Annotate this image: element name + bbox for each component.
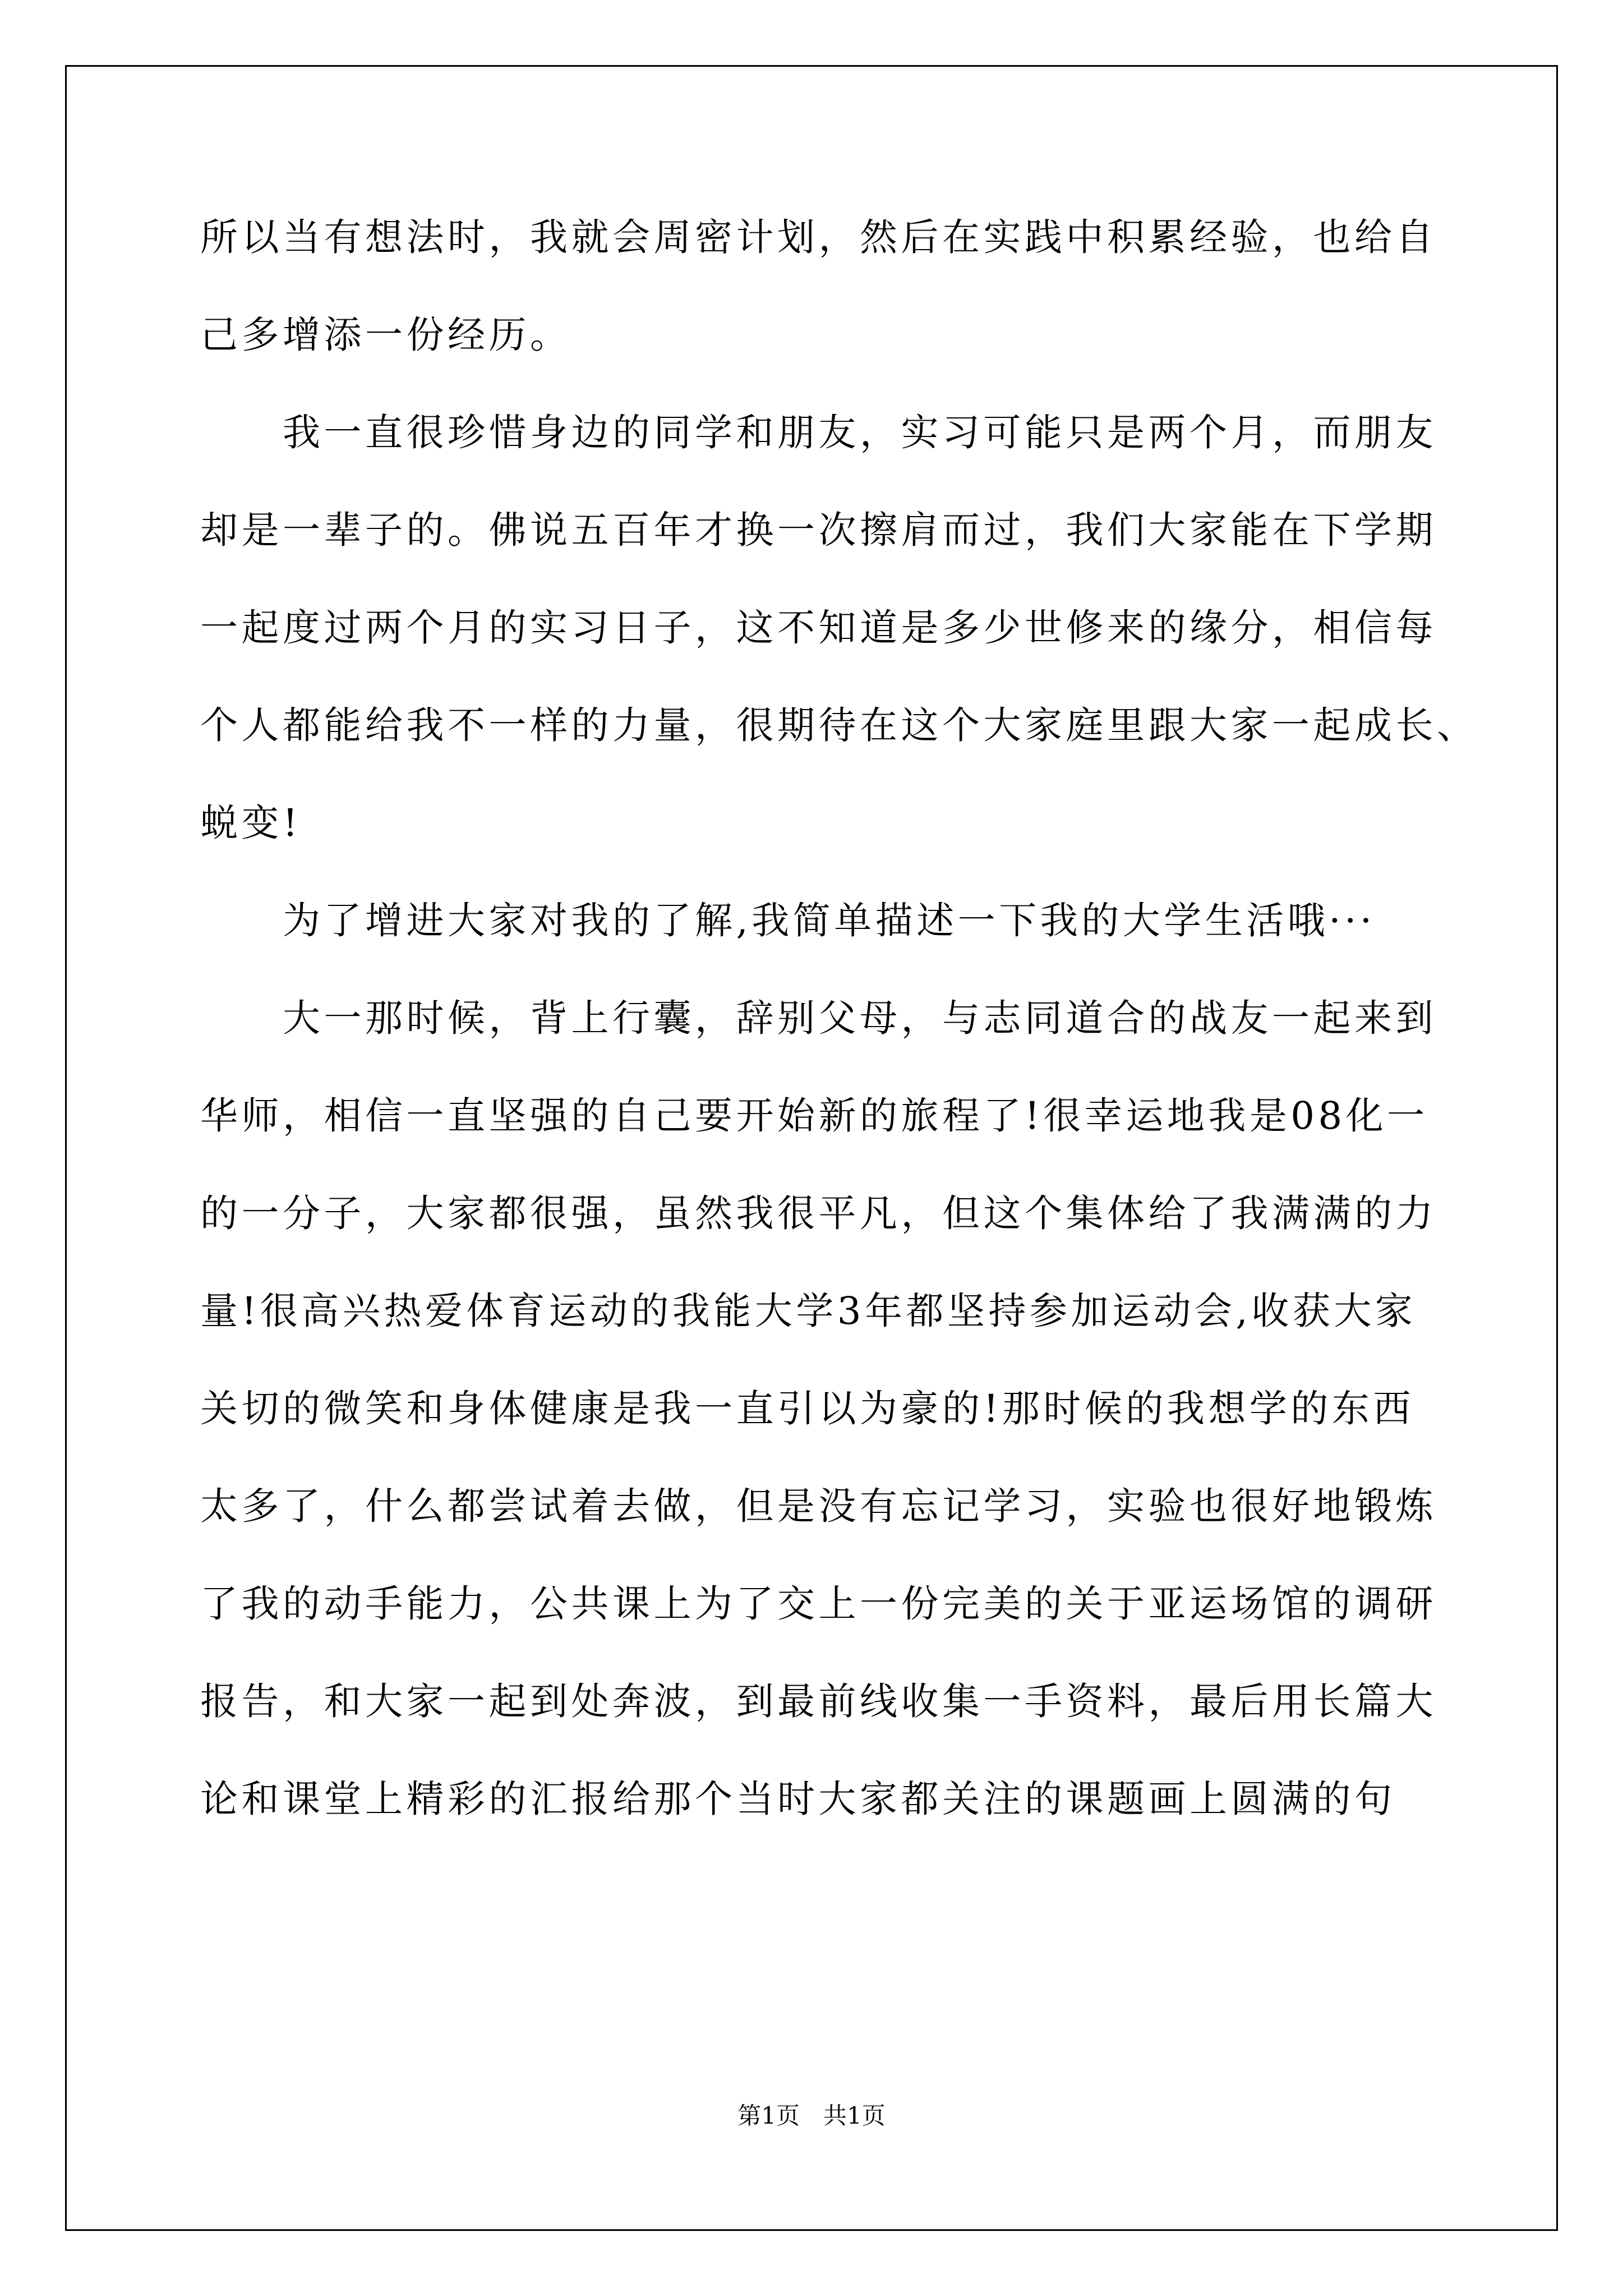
text-line: 华师，相信一直坚强的自己要开始新的旅程了!很幸运地我是08化一	[200, 1094, 1428, 1138]
document-body	[200, 188, 1478, 1848]
text-line: 一起度过两个月的实习日子，这不知道是多少世修来的缘分，相信每	[200, 606, 1437, 650]
text-line: 量!很高兴热爱体育运动的我能大学3年都坚持参加运动会,收获大家	[200, 1289, 1417, 1333]
text-line: 的一分子，大家都很强，虽然我很平凡，但这个集体给了我满满的力	[200, 1191, 1437, 1235]
text-line: 我一直很珍惜身边的同学和朋友，实习可能只是两个月，而朋友	[200, 411, 1437, 454]
page-number-footer: 第1页 共1页	[737, 2102, 886, 2129]
text-line: 大一那时候，背上行囊，辞别父母，与志同道合的战友一起来到	[200, 996, 1437, 1040]
text-line: 却是一辈子的。佛说五百年才换一次擦肩而过，我们大家能在下学期	[200, 508, 1437, 552]
text-line: 所以当有想法时，我就会周密计划，然后在实践中积累经验，也给自	[200, 215, 1437, 259]
text-line: 关切的微笑和身体健康是我一直引以为豪的!那时候的我想学的东西	[200, 1387, 1414, 1430]
text-line: 个人都能给我不一样的力量，很期待在这个大家庭里跟大家一起成长、	[200, 703, 1478, 747]
text-line: 己多增添一份经历。	[200, 313, 571, 357]
text-line: 为了增进大家对我的了解,我简单描述一下我的大学生活哦···	[200, 899, 1376, 942]
text-line: 太多了，什么都尝试着去做，但是没有忘记学习，实验也很好地锻炼	[200, 1484, 1437, 1528]
text-line: 报告，和大家一起到处奔波，到最前线收集一手资料，最后用长篇大	[200, 1680, 1437, 1723]
text-line: 论和课堂上精彩的汇报给那个当时大家都关注的课题画上圆满的句	[200, 1777, 1396, 1821]
text-line: 了我的动手能力，公共课上为了交上一份完美的关于亚运场馆的调研	[200, 1582, 1437, 1626]
text-line: 蜕变!	[200, 801, 302, 845]
